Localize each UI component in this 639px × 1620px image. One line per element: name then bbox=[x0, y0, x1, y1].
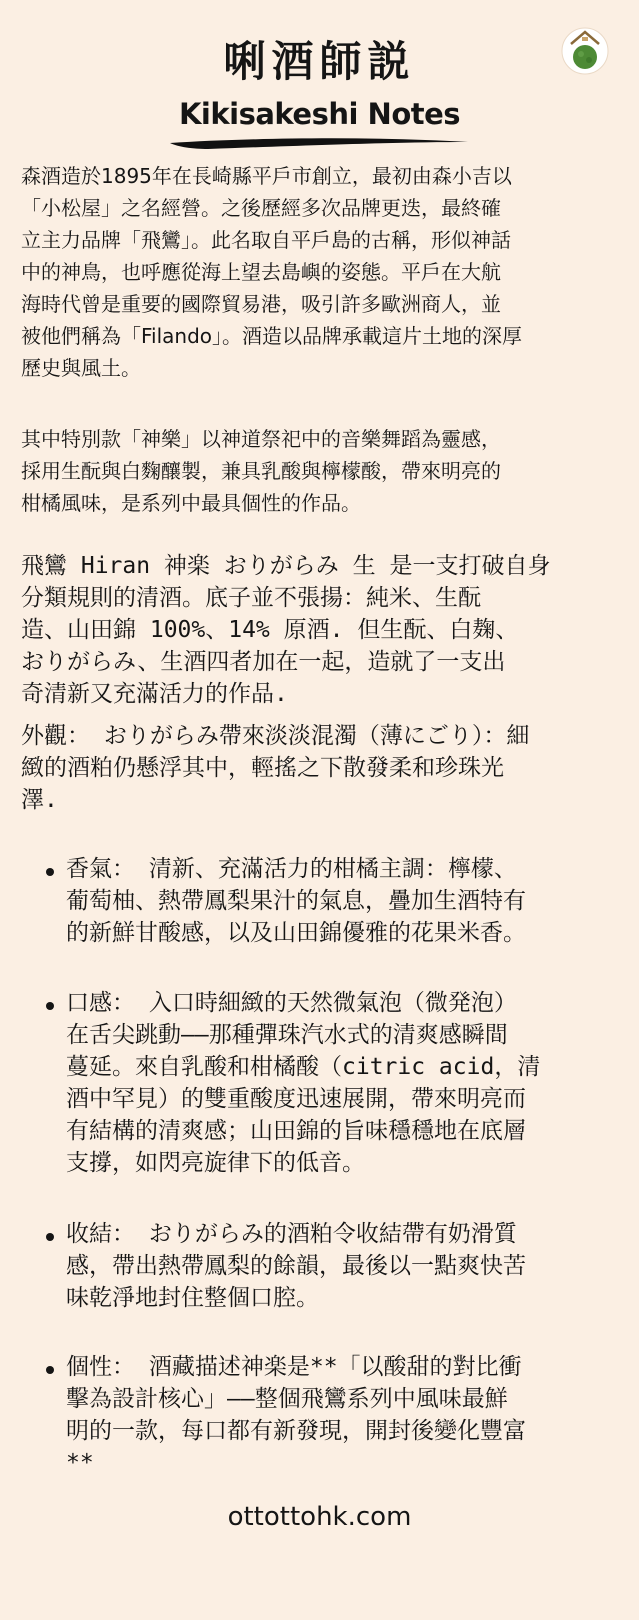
intro-paragraph-kagura: 其中特別款「神樂」以神道祭祀中的音樂舞蹈為靈感， 採用生酛與白麴釀製，兼具乳酸與檸檬酸，帶來明亮的 柑橘風味，是系列中最具個性的作品。 bbox=[21, 427, 501, 515]
brush-underline bbox=[168, 133, 470, 155]
website-link[interactable]: ottottohk.com bbox=[227, 1502, 412, 1532]
tasting-note-character: 個性： 酒藏描述神楽是**「以酸甜的對比衝 擊為設計核心」——整個飛鸞系列中風味最鮮 明的一款，每口都有新發現，開封後變化豐富 ** bbox=[66, 1354, 526, 1476]
tasting-summary: 飛鸞 Hiran 神楽 おりがらみ 生 是一支打破自身 分類規則的清酒。底子並不張揚：純米、生酛 造、山田錦 100%、14% 原酒. 但生酛、白麹、 おりがらみ、生酒四者加在一起，造就了一支出 奇清新又充滿活力的作品. bbox=[21, 553, 551, 707]
bullet-dot bbox=[46, 1002, 54, 1010]
tasting-note-finish: 收結： おりがらみ的酒粕令收結帶有奶滑質 感，帶出熱帶鳳梨的餘韻，最後以一點爽快苦 味乾淨地封住整個口腔。 bbox=[66, 1221, 526, 1311]
tasting-appearance: 外觀： おりがらみ帶來淡淡混濁（薄にごり）：細 緻的酒粕仍懸浮其中，輕搖之下散發柔和珍珠光 澤. bbox=[21, 723, 530, 813]
bullet-dot bbox=[46, 868, 54, 876]
page-title: 唎酒師説 bbox=[223, 37, 416, 86]
tasting-note-palate: 口感： 入口時細緻的天然微氣泡（微発泡） 在舌尖跳動——那種彈珠汽水式的清爽感瞬間 蔓延。來自乳酸和柑橘酸（citric acid，清 酒中罕見）的雙重酸度迅速展開，帶來明亮而 有結構的清爽感；山田錦的旨味穩穩地在底層 支撐，如閃亮旋律下的低音。 bbox=[66, 990, 541, 1176]
page-subtitle: Kikisakeshi Notes bbox=[178, 97, 461, 131]
tasting-note-aroma: 香氣： 清新、充滿活力的柑橘主調：檸檬、 葡萄柚、熱帶鳳梨果汁的氣息，疊加生酒特有 的新鮮甘酸感，以及山田錦優雅的花果米香。 bbox=[66, 856, 526, 946]
intro-paragraph-history: 森酒造於1895年在長崎縣平戶市創立，最初由森小吉以 「小松屋」之名經營。之後歷經多次品牌更迭，最終確 立主力品牌「飛鸞」。此名取自平戶島的古稱，形似神話 中的神鳥，也呼應從海上望去島嶼的姿態。平戶在大航 海時代曾是重要的國際貿易港，吸引許多歐洲商人，並 被他們稱為「Filando」。酒造以品牌承載這片土地的深厚 歷史與風土。 bbox=[21, 164, 523, 380]
bullet-dot bbox=[46, 1233, 54, 1241]
bullet-dot bbox=[46, 1366, 54, 1374]
